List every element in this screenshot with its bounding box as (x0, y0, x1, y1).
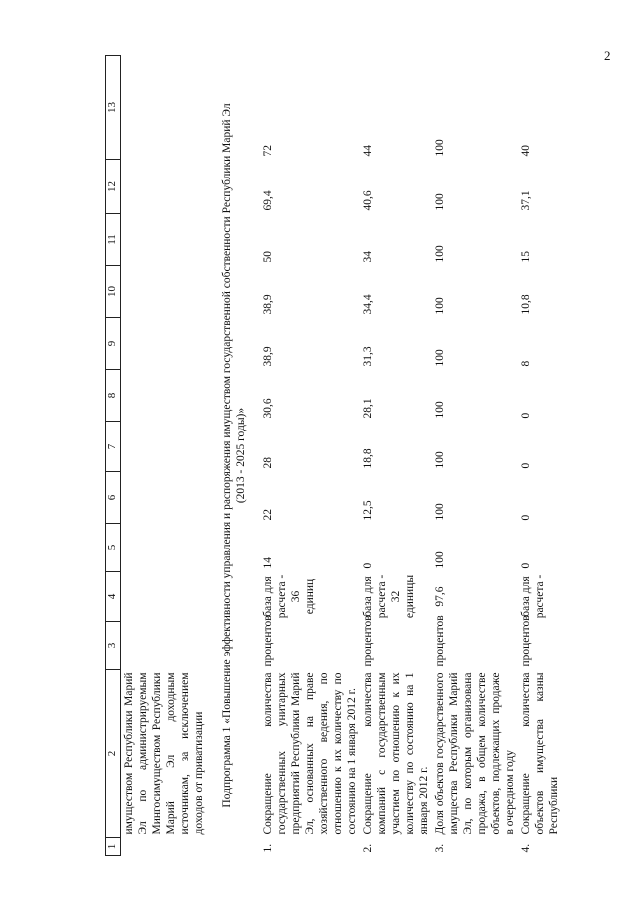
value-cell: 50 (262, 251, 275, 263)
value-cell: 40,6 (362, 190, 375, 211)
table-row (518, 56, 562, 856)
indicator-name: Сокращение количества компаний с государственным участием по отношению к их количеству по состоянию на 1 января 2012 г. (362, 672, 431, 835)
value-cell: 15 (520, 251, 533, 263)
value-cell: 100 (434, 297, 447, 315)
value-cell: 0 (520, 514, 533, 521)
value-cell: 10,8 (520, 294, 533, 315)
value-cell: 28,1 (362, 398, 375, 419)
value-cell: 30,6 (262, 398, 275, 419)
value-cell: 40 (520, 145, 533, 157)
column-number: 9 (106, 318, 121, 370)
value-cell: 100 (434, 451, 447, 469)
value-cell: 100 (434, 503, 447, 521)
column-number: 7 (106, 422, 121, 472)
column-number: 8 (106, 370, 121, 422)
column-number: 1 (106, 838, 121, 856)
column-number: 10 (106, 266, 121, 318)
unit-cell: процентов (362, 615, 375, 667)
indicators-table (105, 55, 562, 856)
value-cell: 22 (262, 509, 275, 521)
column-number-row (106, 56, 121, 856)
value-cell: 0 (520, 562, 533, 569)
continuation-text: имуществом Республики Марий Эл по администрируемым Мингосимуществом Республики Марий Эл доходным источникам, за исключением доходов от приватизации (123, 672, 206, 835)
row-number: 2. (362, 843, 375, 853)
unit-cell: процентов (262, 615, 275, 667)
value-cell: 0 (520, 412, 533, 419)
value-cell: 8 (520, 360, 533, 367)
subprogram-title: Подпрограмма 1 «Повышение эффективности управления и распоряжения имуществом государственной собственности Республики Марий Эл (2013 - 2025 годы)» (221, 103, 248, 808)
value-cell: 14 (262, 557, 275, 569)
value-cell: 100 (434, 551, 447, 569)
unit-cell: процентов (520, 615, 533, 667)
table-row (360, 56, 432, 856)
row-number: 4. (520, 843, 533, 853)
column-number: 3 (106, 622, 121, 670)
subprogram-heading-row (212, 56, 260, 856)
indicator-name: Сокращение количества государственных унитарных предприятий Республики Марий Эл, основанных на праве хозяйственного ведения, по отношению к их количеству по состоянию на 1 января 2012 г. (262, 672, 359, 835)
unit-cell: процентов (434, 615, 447, 667)
column-number: 6 (106, 472, 121, 524)
value-cell: 100 (434, 245, 447, 263)
column-number: 12 (106, 160, 121, 214)
indicator-name: Сокращение количества объектов имущества казны Республики (520, 672, 561, 835)
value-cell: 0 (362, 562, 375, 569)
value-cell: 18,8 (362, 448, 375, 469)
indicator-name: Доля объектов государственного имущества Республики Марий Эл, по которым организована продажа, в общем количестве объектов, подлежащих продаже в очередном году (434, 672, 517, 835)
value-cell: 100 (434, 139, 447, 157)
continuation-row (121, 56, 213, 856)
row-number: 1. (262, 843, 275, 853)
rotated-table-page (105, 56, 634, 856)
page-number: 2 (604, 48, 611, 63)
table-row (432, 56, 518, 856)
row-number: 3. (434, 843, 447, 853)
column-number: 4 (106, 572, 121, 622)
value-cell: 69,4 (262, 190, 275, 211)
column-number: 13 (106, 56, 121, 160)
value-cell: 100 (434, 349, 447, 367)
base-value: 97,6 (434, 586, 447, 607)
value-cell: 100 (434, 401, 447, 419)
value-cell: 100 (434, 193, 447, 211)
column-number: 5 (106, 524, 121, 572)
value-cell: 28 (262, 457, 275, 469)
table-row (260, 56, 360, 856)
value-cell: 38,9 (262, 346, 275, 367)
value-cell: 0 (520, 462, 533, 469)
column-number: 2 (106, 670, 121, 838)
base-value: база для расчета - 36 единиц (262, 574, 317, 619)
value-cell: 12,5 (362, 500, 375, 521)
value-cell: 34 (362, 251, 375, 263)
column-number: 11 (106, 214, 121, 266)
value-cell: 31,3 (362, 346, 375, 367)
value-cell: 38,9 (262, 294, 275, 315)
value-cell: 72 (262, 145, 275, 157)
base-value: база для расчета - (520, 574, 547, 619)
value-cell: 34,4 (362, 294, 375, 315)
value-cell: 44 (362, 145, 375, 157)
value-cell: 37,1 (520, 190, 533, 211)
base-value: база для расчета - 32 единицы (362, 574, 417, 619)
